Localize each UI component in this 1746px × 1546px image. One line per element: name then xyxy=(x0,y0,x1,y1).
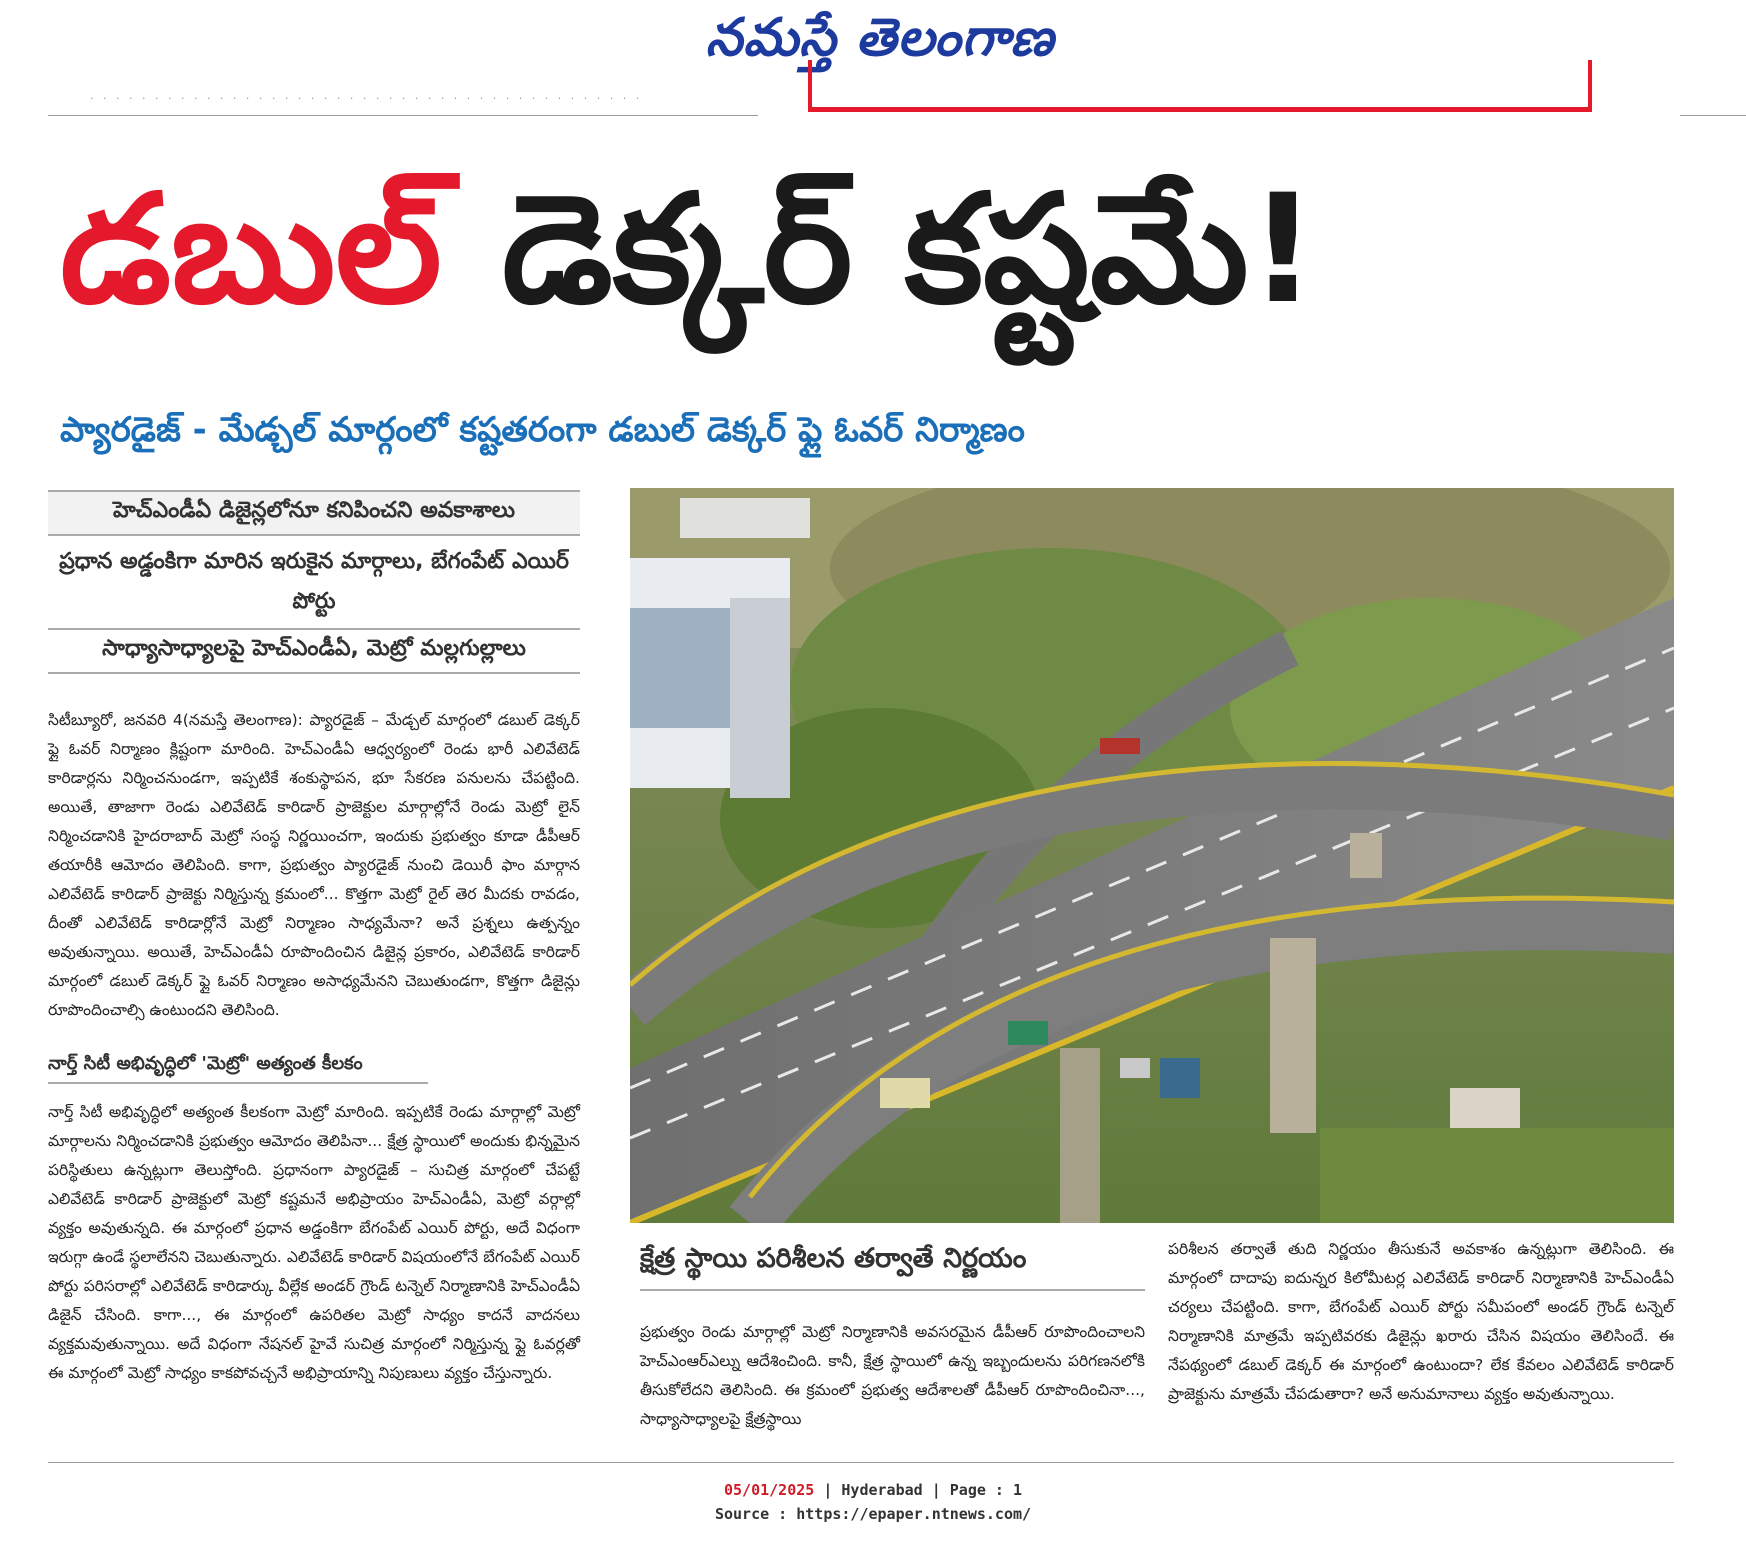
headline xyxy=(60,140,1720,380)
article-paragraph-2: నార్త్ సిటీ అభివృద్ధిలో అత్యంత కీలకంగా మెట్రో మారింది. ఇప్పటికే రెండు మార్గాల్లో మెట్రో మార్గాలను నిర్మించడానికి ప్రభుత్వం ఆమోదం తెలిపినా... క్షేత్ర స్థాయిలో అందుకు భిన్నమైన పరిస్థితులు ఉన్నట్లుగా తెలుస్తోంది. ప్రధానంగా ప్యారడైజ్ – సుచిత్ర మార్గంలో చేపట్టే ఎలివేటెడ్ కారిడార్ ప్రాజెక్టులో మెట్రో కష్టమనే అభిప్రాయం హెచ్ఎండీఏ, మెట్రో వర్గాల్లో వ్యక్తం అవుతున్నది. ఈ మార్గంలో ప్రధాన అడ్డంకిగా బేగంపేట్ ఎయిర్ పోర్టు, అదే విధంగా ఇరుగ్గా ఉండే స్థలాలేనని చెబుతున్నారు. ఎలివేటెడ్ కారిడార్ విషయంలోనే బేగంపేట్ ఎయిర్ పోర్టు పరిసరాల్లో ఎలివేటెడ్ కారిడార్కు వీల్లేక అండర్ గ్రౌండ్ టన్నెల్ నిర్మాణానికి హెచ్ఎండీఏ డిజైన్ చేసింది. కాగా..., ఈ మార్గంలో ఉపరితల మెట్రో సాధ్యం కాదనే వాదనలు వ్యక్తమవుతున్నాయి. అదే విధంగా నేషనల్ హైవే సుచిత్ర మార్గంలో నిర్మిస్తున్న ఫ్లై ఓవర్లతో ఈ మార్గంలో మెట్రో సాధ్యం కాకపోవచ్చనే అభిప్రాయాన్ని నిపుణులు వ్యక్తం చేస్తున్నారు. xyxy=(48,1103,580,1382)
page-footer xyxy=(0,1478,1746,1526)
masthead-red-frame xyxy=(808,60,1592,112)
section-subhead-decision: క్షేత్ర స్థాయి పరిశీలన తర్వాతే నిర్ణయం xyxy=(640,1243,1145,1291)
headline-black-part: డెక్కర్ కష్టమే! xyxy=(501,163,1318,337)
headline-red-part: డబుల్ xyxy=(60,163,442,337)
footer-separator-2: | xyxy=(922,1481,950,1499)
footer-separator-1: | xyxy=(814,1481,842,1499)
article-paragraph-1: సిటీబ్యూరో, జనవరి 4(నమస్తే తెలంగాణ): ప్యారడైజ్ – మేడ్చల్ మార్గంలో డబుల్ డెక్కర్ ఫ్లై ఓవర్ నిర్మాణం క్లిష్టంగా మారింది. హెచ్ఎండీఏ ఆధ్వర్యంలో రెండు భారీ ఎలివేటెడ్ కారిడార్లను నిర్మించనుండగా, ఇప్పటికే శంకుస్థాపన, భూ సేకరణ పనులను చేపట్టింది. అయితే, తాజాగా రెండు ఎలివేటెడ్ కారిడార్ ప్రాజెక్టుల మార్గాల్లోనే రెండు మెట్రో లైన్ నిర్మించడానికి హైదరాబాద్ మెట్రో సంస్థ నిర్ణయించగా, ఇందుకు ప్రభుత్వం కూడా డీపీఆర్ తయారీకి ఆమోదం తెలిపింది. కాగా, ప్రభుత్వం ప్యారడైజ్ నుంచి డెయిరీ ఫాం మార్గాన ఎలివేటెడ్ కారిడార్ ప్రాజెక్టు నిర్మిస్తున్న క్రమంలో... కొత్తగా మెట్రో రైల్ తెర మీదకు రావడం, దీంతో ఎలివేటెడ్ కారిడార్లోనే మెట్రో నిర్మాణం సాధ్యమేనా? అనే ప్రశ్నలు ఉత్పన్నం అవుతున్నాయి. అయితే, హెచ్ఎండీఏ రూపొందించిన డిజైన్ల ప్రకారం, ఎలివేటెడ్ కారిడార్ మార్గంలో డబుల్ డెక్కర్ ఫ్లై ఓవర్ నిర్మాణం అసాధ్యమేనని చెబుతుండగా, కొత్తగా డిజైన్లు రూపొందించాల్సి ఉంటుందని తెలిసింది. xyxy=(48,711,580,1019)
flyover-photo-illustration xyxy=(630,488,1674,1223)
section-subhead-metro: నార్త్ సిటీ అభివృద్ధిలో 'మెట్రో' అత్యంత కీలకం xyxy=(48,1053,428,1084)
article-paragraph-3: ప్రభుత్వం రెండు మార్గాల్లో మెట్రో నిర్మాణానికి అవసరమైన డీపీఆర్ రూపొందించాలని హెచ్ఎంఆర్ఎల్ను ఆదేశించింది. కానీ, క్షేత్ర స్థాయిలో ఉన్న ఇబ్బందులను పరిగణనలోకి తీసుకోలేదని తెలిసింది. ఈ క్రమంలో ప్రభుత్వ ఆదేశాలతో డీపీఆర్ రూపొందించినా..., సాధ్యాసాధ్యాలపై క్షేత్రస్థాయి xyxy=(640,1323,1145,1428)
highlight-box xyxy=(48,490,580,674)
footer-rule xyxy=(48,1462,1674,1463)
footer-city: Hyderabad xyxy=(841,1481,923,1499)
masthead-rule-left xyxy=(48,115,758,116)
highlight-2: ప్రధాన అడ్డంకిగా మారిన ఇరుకైన మార్గాలు, బేగంపేట్ ఎయిర్ పోర్టు xyxy=(48,536,580,630)
flyover-photo xyxy=(630,488,1674,1223)
highlight-1: హెచ్ఎండీఏ డిజైన్లలోనూ కనిపించని అవకాశాలు xyxy=(48,490,580,536)
masthead-strip: · · · · · · · · · · · · · · · · · · · · · · · · · · · · · · · · · · · · · · · · · · · xyxy=(90,92,643,105)
masthead-rule-right xyxy=(1680,115,1746,116)
footer-date: 05/01/2025 xyxy=(723,1481,815,1499)
newspaper-logo: నమస్తే తెలంగాణ xyxy=(705,8,1055,68)
article-paragraph-4: పరిశీలన తర్వాతే తుది నిర్ణయం తీసుకునే అవకాశం ఉన్నట్లుగా తెలిసింది. ఈ మార్గంలో దాదాపు ఐదున్నర కిలోమీటర్ల ఎలివేటెడ్ కారిడార్ నిర్మాణానికి హెచ్ఎండీఏ చర్యలు చేపట్టింది. కాగా, బేగంపేట్ ఎయిర్ పోర్టు సమీపంలో అండర్ గ్రౌండ్ టన్నెల్ నిర్మాణానికి మాత్రమే ఇప్పటివరకు డిజైన్లు ఖరారు చేసిన విషయం తెలిసిందే. ఈ నేపథ్యంలో డబుల్ డెక్కర్ ఈ మార్గంలో ఉంటుందా? లేక కేవలం ఎలివేటెడ్ కారిడార్ ప్రాజెక్టును మాత్రమే చేపడుతారా? అనే అనుమానాలు వ్యక్తం అవుతున్నాయి. xyxy=(1168,1240,1674,1403)
footer-meta-line xyxy=(0,1478,1746,1502)
footer-page: Page : 1 xyxy=(949,1481,1023,1499)
subheadline: ప్యారడైజ్ - మేడ్చల్ మార్గంలో కష్టతరంగా డబుల్ డెక్కర్ ఫ్లై ఓవర్ నిర్మాణం xyxy=(60,410,1025,450)
highlight-3: సాధ్యాసాధ్యాలపై హెచ్ఎండీఏ, మెట్రో మల్లగుల్లాలు xyxy=(48,630,580,674)
footer-source: Source : https://epaper.ntnews.com/ xyxy=(714,1505,1032,1523)
masthead xyxy=(0,0,1746,120)
